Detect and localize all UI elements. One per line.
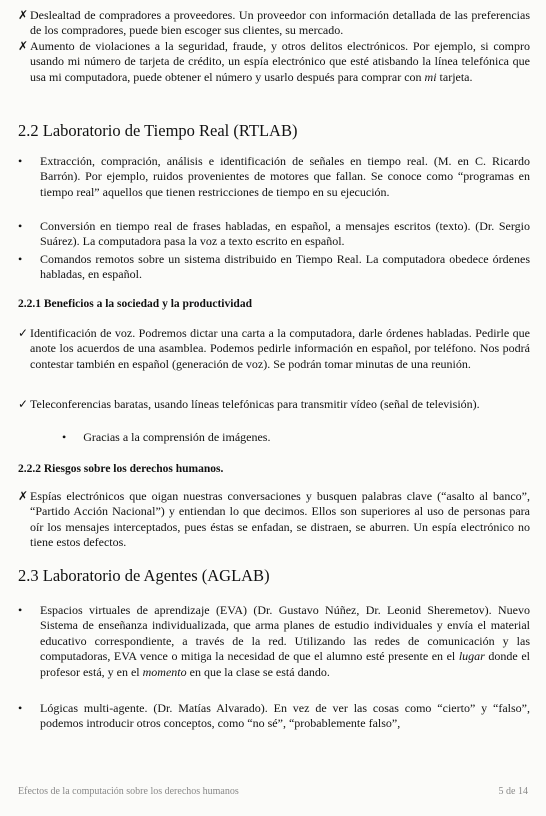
bullet-icon: • <box>18 252 23 266</box>
bullet-text: Comandos remotos sobre un sistema distribuido en Tiempo Real. La computadora obedece órdenes habladas, en español. <box>40 252 530 282</box>
list-item <box>18 489 530 551</box>
bullet-item <box>18 603 530 680</box>
bullet-text: Conversión en tiempo real de frases habladas, en español, a mensajes escritos (texto). (Dr. Sergio Suárez). La computadora pasa la voz a texto escrito en español. <box>40 219 530 249</box>
bullet-item <box>18 701 530 732</box>
bullet-item <box>18 219 530 250</box>
cross-icon: ✗ <box>18 8 29 22</box>
page-number: 5 de 14 <box>498 786 528 797</box>
list-item <box>18 397 530 412</box>
bullet-icon: • <box>18 154 23 168</box>
section-heading: 2.3 Laboratorio de Agentes (AGLAB) <box>18 566 270 585</box>
emphasis: lugar <box>458 649 485 664</box>
bullet-text: Lógicas multi-agente. (Dr. Matías Alvarado). En vez de ver las cosas como “cierto” y “falso”, podemos introducir otros conceptos, como “no sé”, “probablemente falso”, <box>40 701 530 731</box>
list-item <box>18 39 530 85</box>
cross-icon: ✗ <box>18 489 29 503</box>
bullet-icon: • <box>18 219 23 233</box>
check-icon: ✓ <box>18 397 29 411</box>
list-item-text: Espías electrónicos que oigan nuestras conversaciones y busquen palabras clave (“asalto al banco”, “Partido Acción Nacional”) y entiendan lo que decimos. Ellos son superiores al uso de personas para oír los mensajes interceptados, pues éstas se enfadan, se distraen, se aburren. Un espía electrónico no tiene estos defectos. <box>30 489 530 550</box>
bullet-item <box>18 154 530 200</box>
list-item-text: Deslealtad de compradores a proveedores. Un proveedor con información detallada de las preferencias de los compradores, puede bien escoger sus clientes, su mercado. <box>30 8 530 38</box>
footer-title: Efectos de la computación sobre los derechos humanos <box>18 786 239 797</box>
list-item-text: Aumento de violaciones a la seguridad, fraude, y otros delitos electrónicos. Por ejemplo, si compro usando mi número de tarjeta de crédito, un espía electrónico que esté atisbando la línea telefónica que usa mi computadora, puede obtener el número y usarlo después para comprar con mi tarjeta. <box>30 39 530 84</box>
subsection-heading: 2.2.2 Riesgos sobre los derechos humanos. <box>18 463 224 475</box>
bullet-icon: • <box>18 701 23 715</box>
list-item-text: Identificación de voz. Podremos dictar una carta a la computadora, darle órdenes habladas. Pedirle que anote los acuerdos de una asamblea. Podemos pedirle información en español, por teléfono. Nos podrá contestar también en español (generación de voz). Se podrán tomar minutas de una reunión. <box>30 326 530 371</box>
section-heading: 2.2 Laboratorio de Tiempo Real (RTLAB) <box>18 121 298 140</box>
emphasis: momento <box>142 664 187 679</box>
sub-bullet-item <box>62 430 270 445</box>
subsection-heading: 2.2.1 Beneficios a la sociedad y la productividad <box>18 298 252 310</box>
bullet-text: Extracción, compración, análisis e identificación de señales en tiempo real. (M. en C. Ricardo Barrón). Por ejemplo, ruidos provenientes de motores que fallan. Se conoce como “programas en tiempo real” aquellos que tienen restricciones de tiempo en su ejecución. <box>40 154 530 199</box>
list-item <box>18 326 530 372</box>
list-item-text: Teleconferencias baratas, usando líneas telefónicas para transmitir vídeo (señal de televisión). <box>30 397 480 411</box>
list-item <box>18 8 530 39</box>
check-icon: ✓ <box>18 326 29 340</box>
emphasis: mi <box>424 69 437 84</box>
bullet-text: Espacios virtuales de aprendizaje (EVA) (Dr. Gustavo Núñez, Dr. Leonid Sheremetov). Nuevo Sistema de enseñanza individualizada, que arma planes de estudio individuales y envía el material educativo correspondiente, a través de la red. Utilizando las redes de comunicación y las computadoras, EVA vence o mitiga la necesidad de que el alumno esté presente en el lugar donde el profesor está, y en el momento en que la clase se está dando. <box>40 603 530 679</box>
bullet-icon: • <box>62 430 67 444</box>
sub-bullet-text: Gracias a la comprensión de imágenes. <box>83 430 271 444</box>
bullet-icon: • <box>18 603 23 617</box>
cross-icon: ✗ <box>18 39 29 53</box>
bullet-item <box>18 252 530 283</box>
